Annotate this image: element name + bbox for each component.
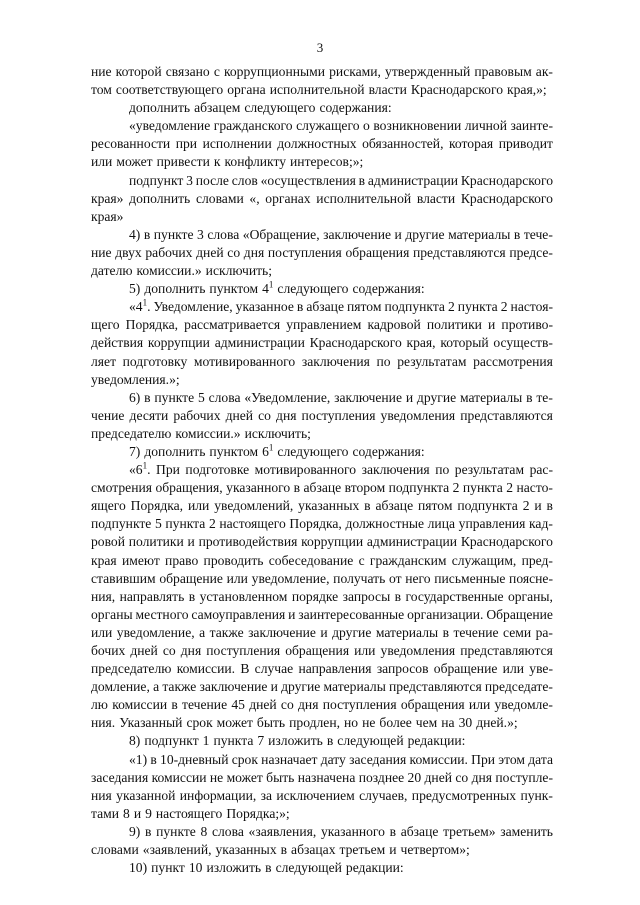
text-line: 5) дополнить пунктом $4^1$ следующего содержания: — [129, 279, 425, 297]
text-line: 10) пункт 10 изложить в следующей редакции: — [129, 860, 404, 876]
paragraph — [91, 823, 553, 859]
text-line: действия коррупции администрации Краснодарского края, который осуществ- — [91, 335, 553, 351]
paragraph — [91, 751, 553, 823]
text-line: чение десяти рабочих дней со дня поступления уведомления представляются — [91, 407, 553, 423]
text-line: дателю комиссии.» исключить; — [91, 263, 273, 279]
paragraph — [91, 117, 553, 171]
paragraph — [91, 389, 553, 443]
text-line: 7) дополнить пунктом $6^1$ следующего содержания: — [129, 442, 425, 459]
text-line: ровой политики и противодействия коррупции администрации Краснодарского — [91, 534, 553, 550]
paragraph — [91, 172, 553, 226]
text-line: щего Порядка, рассматривается управлением кадровой политики и противо- — [91, 317, 553, 333]
paragraph — [91, 732, 553, 750]
text-line: «уведомление гражданского служащего о возникновении личной заинте- — [129, 118, 553, 134]
text-line: подпункте 5 пункта 2 настоящего Порядка, должностные лица управления кад- — [91, 516, 553, 532]
paragraph — [91, 859, 553, 877]
text-line: ния указанной информации, за исключением случаев, предусмотренных пунк- — [91, 787, 553, 803]
text-line: ния. Указанный срок может быть продлен, но не более чем на 30 дней.»; — [91, 715, 518, 731]
text-line: края» — [91, 208, 124, 224]
paragraph — [91, 63, 553, 99]
text-line: органы местного самоуправления и заинтересованные организации. Обращение — [91, 606, 553, 622]
text-line: или может привести к конфликту интересов;»; — [91, 154, 364, 170]
text-line: смотрения обращения, указанного в абзаце втором подпункта 2 пункта 2 насто- — [91, 480, 553, 496]
text-line: или уведомление, а также заключение и другие материалы в течение семи ра- — [91, 624, 553, 640]
text-line: ние двух рабочих дней со дня поступления обращения представляются предсе- — [91, 244, 553, 260]
text-line: 6) в пункте 5 слова «Уведомление, заключение и другие материалы в те- — [129, 389, 553, 405]
paragraph — [91, 280, 553, 298]
text-line: том соответствующего органа исполнительной власти Краснодарского края,»; — [91, 82, 547, 98]
text-line: края» дополнить словами «, органах исполнительной власти Краснодарского — [91, 190, 553, 206]
text-line: председателю комиссии.» исключить; — [91, 425, 311, 441]
text-line: ние которой связано с коррупционными рисками, утвержденный правовым ак- — [91, 64, 553, 79]
text-line: 8) подпункт 1 пункта 7 изложить в следующей редакции: — [129, 733, 466, 749]
text-line: 4) в пункте 3 слова «Обращение, заключение и другие материалы в тече- — [129, 226, 553, 242]
text-line: 9) в пункте 8 слова «заявления, указанного в абзаце третьем» заменить — [129, 823, 553, 839]
text-line: ляет подготовку мотивированного заключения по результатам рассмотрения — [91, 353, 553, 369]
paragraph — [91, 226, 553, 280]
text-line: бочих дней со дня поступления обращения или уведомления представляются — [91, 643, 553, 658]
document-body — [91, 63, 553, 877]
text-line: края имеют право проводить собеседование с гражданским служащим, пред- — [91, 552, 553, 568]
text-line: словами «заявлений, указанных в абзацах третьем и четвертом»; — [91, 842, 470, 858]
text-line: «1) в 10-дневный срок назначает дату заседания комиссии. При этом дата — [129, 751, 553, 767]
paragraph — [91, 99, 553, 117]
text-line: домление, а также заключение и другие материалы представляются председате- — [91, 679, 553, 695]
text-line: уведомления.»; — [91, 371, 180, 387]
text-line: ния, направлять в установленном порядке запросы в государственные органы, — [91, 588, 553, 604]
text-line: подпункт 3 после слов «осуществления в администрации Краснодарского — [129, 172, 553, 188]
text-line: ресованности при исполнении должностных обязанностей, которая приводит — [91, 136, 553, 152]
text-line: дополнить абзацем следующего содержания: — [129, 100, 392, 116]
text-line: тами 8 и 9 настоящего Порядка;»; — [91, 805, 290, 821]
text-line: ящего Порядка, или уведомлений, указанных в абзаце пятом подпункта 2 и в — [91, 498, 553, 514]
paragraph — [91, 298, 553, 388]
text-line: заседания комиссии не может быть назначена позднее 20 дней со дня поступле- — [91, 769, 553, 785]
page-number: 3 — [316, 40, 324, 55]
text-line: «$4^1$. Уведомление, указанное в абзаце пятом подпункта 2 пункта 2 настоя- — [129, 297, 553, 315]
paragraph — [91, 461, 553, 732]
text-line: ставившим обращение или уведомление, получать от него письменные поясне- — [91, 570, 553, 586]
text-line: «$6^1$. При подготовке мотивированного заключения по результатам рас- — [129, 460, 553, 478]
text-line: председателю комиссии. В случае направления запросов обращение или уве- — [91, 661, 553, 677]
text-line: лю комиссии в течение 45 дней со дня поступления обращения или уведомле- — [91, 697, 553, 713]
paragraph — [91, 443, 553, 461]
